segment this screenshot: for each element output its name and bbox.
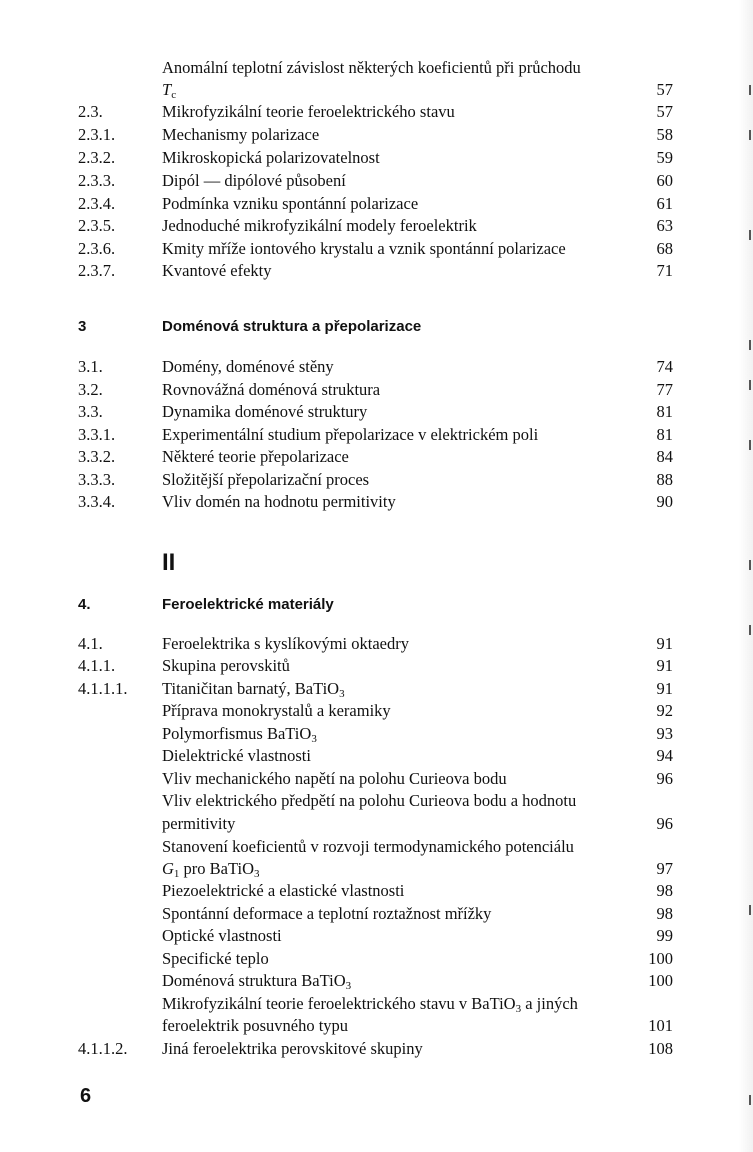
entry-title: Kmity mříže iontového krystalu a vznik spontánní polarizace — [162, 239, 566, 258]
entry-number: 2.3. — [78, 102, 103, 121]
entry-title: Anomální teplotní závislost některých koeficientů při průchodu — [162, 58, 581, 77]
scan-artifact — [749, 340, 751, 350]
entry-page: 58 — [656, 125, 673, 144]
entry-number: 2.3.1. — [78, 125, 116, 144]
entry-page: 108 — [648, 1039, 673, 1058]
entry-title: Kvantové efekty — [162, 261, 272, 280]
entry-title: $G_1$ pro BaTiO$_3$ — [162, 859, 260, 880]
entry-title: Dynamika doménové struktury — [162, 402, 368, 421]
entry-page: 57 — [656, 80, 673, 99]
entry-page: 96 — [656, 769, 673, 788]
entry-title: Jiná feroelektrika perovskitové skupiny — [162, 1039, 423, 1058]
scan-artifact — [749, 440, 751, 450]
entry-title: Vliv mechanického napětí na polohu Curieova bodu — [162, 769, 507, 788]
entry-page: 68 — [656, 239, 673, 258]
entry-page: 74 — [656, 357, 673, 376]
entry-number: 2.3.3. — [78, 171, 116, 190]
page-edge-shadow — [739, 0, 753, 1152]
entry-title: $T_c$ — [162, 80, 177, 101]
entry-title: Mechanismy polarizace — [162, 125, 320, 144]
entry-number: 3.3. — [78, 402, 103, 421]
entry-page: 63 — [656, 216, 673, 235]
entry-page: 57 — [656, 102, 673, 121]
math-symbol: T — [162, 80, 172, 99]
part-marker: II — [162, 549, 176, 576]
entry-title: Mikrofyzikální teorie feroelektrického stavu — [162, 102, 455, 121]
entry-page: 96 — [656, 814, 673, 833]
entry-page: 98 — [656, 904, 673, 923]
entry-title: Vliv elektrického předpětí na polohu Curieova bodu a hodnotu — [162, 791, 577, 810]
chapter-number: 4. — [78, 596, 91, 613]
entry-title: Specifické teplo — [162, 949, 269, 968]
scan-artifact — [749, 625, 751, 635]
entry-number: 3.3.3. — [78, 470, 116, 489]
entry-page: 91 — [656, 679, 673, 698]
entry-title: Polymorfismus BaTiO$_3$ — [162, 724, 317, 745]
entry-page: 60 — [656, 171, 673, 190]
chapter-number: 3 — [78, 318, 87, 335]
scan-artifact — [749, 85, 751, 95]
chapter-title: Feroelektrické materiály — [162, 596, 334, 613]
entry-number: 3.2. — [78, 380, 103, 399]
entry-number: 3.3.1. — [78, 425, 116, 444]
entry-page: 88 — [656, 470, 673, 489]
entry-title: Příprava monokrystalů a keramiky — [162, 701, 391, 720]
entry-number: 2.3.6. — [78, 239, 116, 258]
entry-number: 3.3.4. — [78, 492, 116, 511]
entry-number: 4.1.1.2. — [78, 1039, 128, 1058]
entry-page: 100 — [648, 971, 673, 990]
entry-title: feroelektrik posuvného typu — [162, 1016, 349, 1035]
entry-title: Mikroskopická polarizovatelnost — [162, 148, 380, 167]
entry-page: 81 — [656, 402, 673, 421]
entry-page: 100 — [648, 949, 673, 968]
scan-artifact — [749, 230, 751, 240]
entry-page: 71 — [656, 261, 673, 280]
entry-number: 2.3.7. — [78, 261, 116, 280]
entry-number: 3.3.2. — [78, 447, 116, 466]
scan-artifact — [749, 560, 751, 570]
entry-title: Vliv domén na hodnotu permitivity — [162, 492, 396, 511]
entry-title: Dielektrické vlastnosti — [162, 746, 311, 765]
chapter-title: Doménová struktura a přepolarizace — [162, 318, 422, 335]
entry-page: 97 — [656, 859, 673, 878]
entry-number: 4.1.1.1. — [78, 679, 128, 698]
scan-artifact — [749, 380, 751, 390]
entry-title: Feroelektrika s kyslíkovými oktaedry — [162, 634, 409, 653]
entry-page: 91 — [656, 634, 673, 653]
entry-page: 99 — [656, 926, 673, 945]
entry-title: Domény, doménové stěny — [162, 357, 334, 376]
entry-title: Složitější přepolarizační proces — [162, 470, 370, 489]
entry-page: 92 — [656, 701, 673, 720]
scan-artifact — [749, 130, 751, 140]
entry-page: 93 — [656, 724, 673, 743]
entry-page: 77 — [656, 380, 673, 399]
entry-number: 2.3.4. — [78, 194, 116, 213]
entry-title: Optické vlastnosti — [162, 926, 282, 945]
scan-artifact — [749, 1095, 751, 1105]
entry-number: 3.1. — [78, 357, 103, 376]
entry-page: 84 — [656, 447, 673, 466]
entry-page: 98 — [656, 881, 673, 900]
entry-title: Podmínka vzniku spontánní polarizace — [162, 194, 419, 213]
entry-page: 81 — [656, 425, 673, 444]
entry-number: 4.1.1. — [78, 656, 116, 675]
entry-page: 94 — [656, 746, 673, 765]
entry-title: Skupina perovskitů — [162, 656, 290, 675]
entry-title: Experimentální studium přepolarizace v elektrickém poli — [162, 425, 539, 444]
entry-title: Piezoelektrické a elastické vlastnosti — [162, 881, 405, 900]
entry-page: 91 — [656, 656, 673, 675]
entry-title: Stanovení koeficientů v rozvoji termodynamického potenciálu — [162, 837, 574, 856]
entry-title: Titaničitan barnatý, BaTiO$_3$ — [162, 679, 345, 700]
entry-title: Jednoduché mikrofyzikální modely feroelektrik — [162, 216, 477, 235]
entry-title: Spontánní deformace a teplotní roztažnost mřížky — [162, 904, 492, 923]
entry-title: Doménová struktura BaTiO$_3$ — [162, 971, 352, 992]
page-number: 6 — [80, 1085, 92, 1107]
entry-page: 59 — [656, 148, 673, 167]
scan-artifact — [749, 905, 751, 915]
entry-page: 90 — [656, 492, 673, 511]
entry-number: 2.3.2. — [78, 148, 116, 167]
entry-page: 101 — [648, 1016, 673, 1035]
entry-number: 4.1. — [78, 634, 103, 653]
entry-title: Mikrofyzikální teorie feroelektrického stavu v BaTiO$_3$ a jiných — [162, 994, 578, 1015]
entry-title: Některé teorie přepolarizace — [162, 447, 349, 466]
entry-page: 61 — [656, 194, 673, 213]
entry-title: Rovnovážná doménová struktura — [162, 380, 381, 399]
entry-title: Dipól — dipólové působení — [162, 171, 346, 190]
entry-title: permitivity — [162, 814, 236, 833]
entry-number: 2.3.5. — [78, 216, 116, 235]
